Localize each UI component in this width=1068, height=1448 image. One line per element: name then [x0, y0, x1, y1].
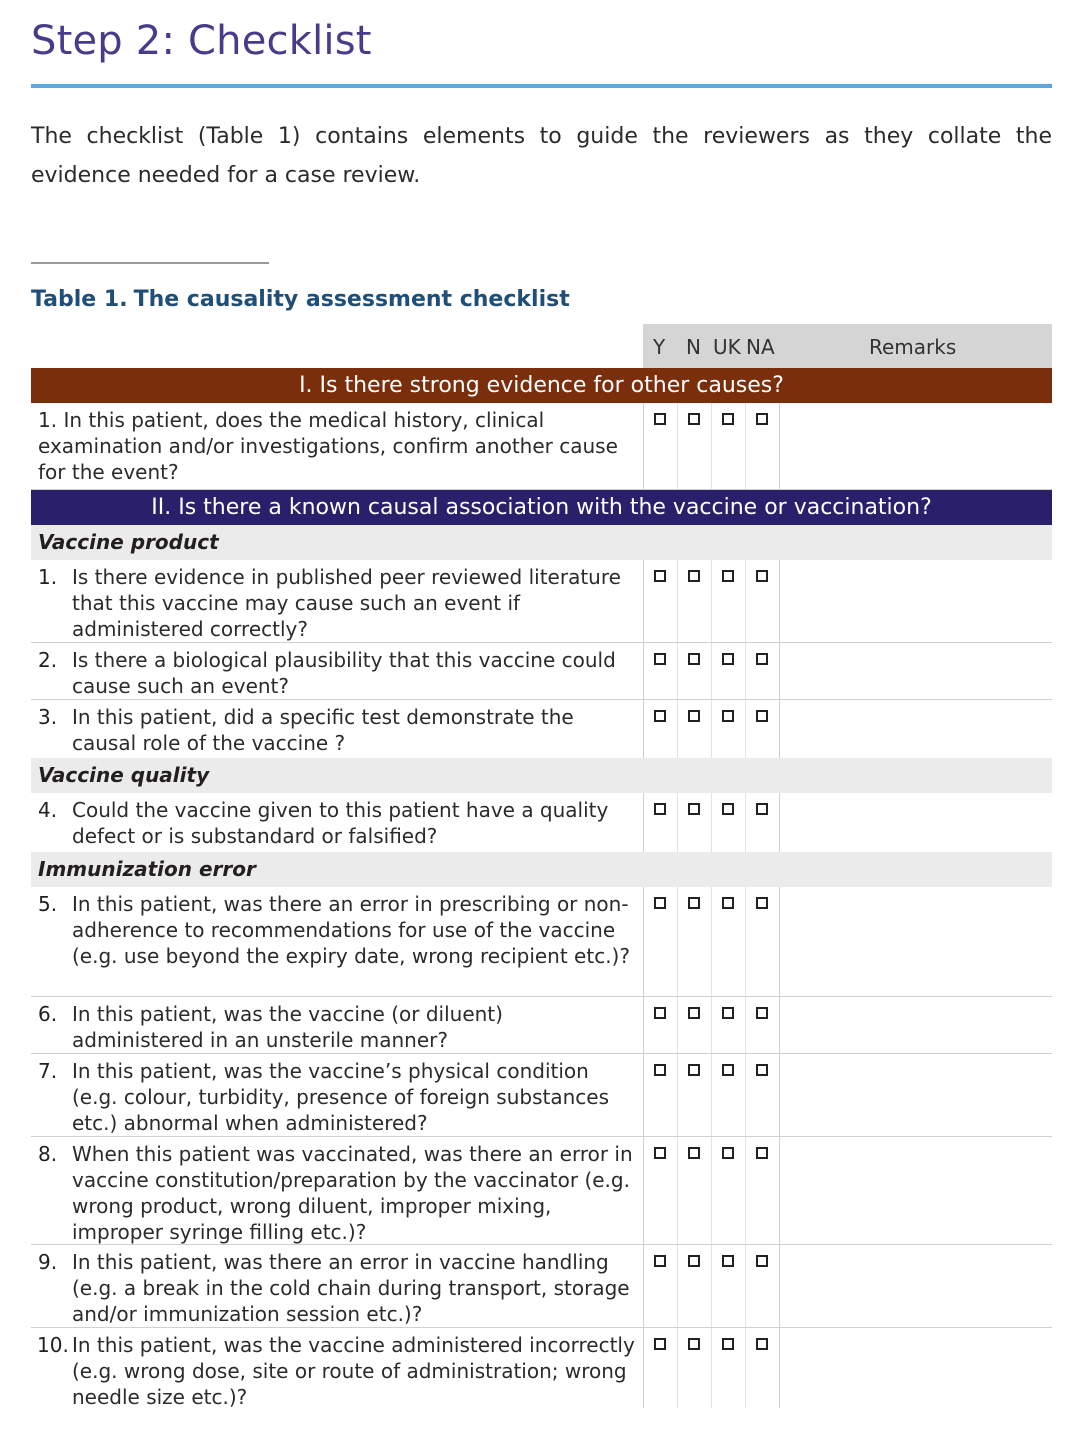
question-row [31, 1245, 1052, 1328]
column-divider [711, 1328, 712, 1408]
question-text: In this patient, was the vaccine’s physical condition (e.g. colour, turbidity, presence of foreign substances etc.) abnormal when administered? [72, 1059, 609, 1135]
question-text: In this patient, was there an error in prescribing or non-adherence to recommendations for use of the vaccine (e.g. use beyond the expiry date, wrong recipient etc.)? [72, 892, 630, 968]
checkbox-n[interactable] [688, 1338, 700, 1350]
question-row [31, 560, 1052, 643]
column-divider [779, 887, 780, 996]
checkbox-y[interactable] [654, 897, 666, 909]
checkbox-uk[interactable] [722, 1338, 734, 1350]
column-divider [711, 887, 712, 996]
question-row [31, 1328, 1052, 1408]
category-vaccine-quality: Vaccine quality [31, 758, 1052, 793]
column-divider [779, 1137, 780, 1244]
column-divider [677, 643, 678, 699]
checkbox-uk[interactable] [722, 803, 734, 815]
column-divider [745, 1137, 746, 1244]
checkbox-na[interactable] [756, 1007, 768, 1019]
column-divider [643, 887, 644, 996]
column-divider [711, 1245, 712, 1327]
question-row [31, 887, 1052, 997]
checkbox-y[interactable] [654, 570, 666, 582]
column-divider [711, 997, 712, 1053]
column-divider [711, 1137, 712, 1244]
column-divider [779, 997, 780, 1053]
column-divider [745, 1054, 746, 1136]
question-text: When this patient was vaccinated, was there an error in vaccine constitution/preparation by the vaccinator (e.g. wrong product, wrong diluent, improper mixing, improper syringe filling etc.)? [72, 1142, 633, 1244]
column-divider [745, 560, 746, 642]
header-background [643, 324, 1052, 368]
category-vaccine-product: Vaccine product [31, 525, 1052, 560]
category-immunization-error: Immunization error [31, 852, 1052, 887]
checkbox-y[interactable] [654, 710, 666, 722]
column-divider [745, 793, 746, 852]
column-divider [745, 1245, 746, 1327]
column-divider [677, 887, 678, 996]
column-divider [677, 700, 678, 758]
question-number: 3. [38, 705, 58, 729]
column-divider [745, 403, 746, 489]
question-text: In this patient, was the vaccine administered incorrectly (e.g. wrong dose, site or route of administration; wrong needle size etc.)? [72, 1333, 635, 1409]
checkbox-uk[interactable] [722, 570, 734, 582]
column-divider [711, 793, 712, 852]
question-row [31, 1137, 1052, 1245]
question-row [31, 1054, 1052, 1137]
question-text: Is there a biological plausibility that this vaccine could cause such an event? [72, 648, 616, 698]
column-divider [779, 1054, 780, 1136]
checkbox-uk[interactable] [722, 1147, 734, 1159]
column-divider [677, 560, 678, 642]
checkbox-uk[interactable] [722, 710, 734, 722]
question-row [31, 643, 1052, 700]
column-divider [643, 1328, 644, 1408]
column-divider [643, 1245, 644, 1327]
column-divider [643, 997, 644, 1053]
question-row [31, 997, 1052, 1054]
column-divider [745, 643, 746, 699]
checkbox-n[interactable] [688, 897, 700, 909]
column-divider [779, 560, 780, 642]
question-text: Is there evidence in published peer reviewed literature that this vaccine may cause such an event if administered correctly? [72, 565, 621, 641]
table-caption-title: The causality assessment checklist [133, 287, 570, 312]
column-divider [779, 1328, 780, 1408]
checkbox-y[interactable] [654, 1064, 666, 1076]
checkbox-na[interactable] [756, 1255, 768, 1267]
table-header-row [31, 324, 1052, 368]
col-header-n: N [686, 335, 701, 359]
checkbox-y[interactable] [654, 1147, 666, 1159]
checkbox-y[interactable] [654, 803, 666, 815]
column-divider [643, 643, 644, 699]
question-text: 1. In this patient, does the medical history, clinical examination and/or investigations, confirm another cause for the event? [38, 408, 618, 484]
section-heading-other-causes: I. Is there strong evidence for other causes? [31, 368, 1052, 403]
column-divider [779, 643, 780, 699]
checkbox-uk[interactable] [722, 653, 734, 665]
question-number: 9. [38, 1250, 58, 1274]
column-divider [643, 700, 644, 758]
column-divider [677, 403, 678, 489]
checkbox-na[interactable] [756, 413, 768, 425]
column-divider [643, 403, 644, 489]
column-divider [745, 997, 746, 1053]
checkbox-n[interactable] [688, 413, 700, 425]
question-text: In this patient, was there an error in vaccine handling (e.g. a break in the cold chain during transport, storage and/or immunization session etc.)? [72, 1250, 630, 1326]
question-number: 6. [38, 1002, 58, 1026]
caption-rule [31, 262, 269, 264]
question-number: 8. [38, 1142, 58, 1166]
question-row [31, 793, 1052, 852]
question-text: Could the vaccine given to this patient have a quality defect or is substandard or falsified? [72, 798, 609, 848]
section-heading-known-association: II. Is there a known causal association with the vaccine or vaccination? [31, 490, 1052, 525]
column-divider [711, 560, 712, 642]
checkbox-na[interactable] [756, 1338, 768, 1350]
intro-paragraph: The checklist (Table 1) contains elements to guide the reviewers as they collate the evidence needed for a case review. [31, 124, 1052, 188]
checkbox-uk[interactable] [722, 1007, 734, 1019]
column-divider [745, 887, 746, 996]
column-divider [779, 700, 780, 758]
column-divider [745, 1328, 746, 1408]
checkbox-n[interactable] [688, 653, 700, 665]
checkbox-y[interactable] [654, 1007, 666, 1019]
checkbox-y[interactable] [654, 413, 666, 425]
checkbox-na[interactable] [756, 653, 768, 665]
checkbox-n[interactable] [688, 1064, 700, 1076]
checkbox-na[interactable] [756, 803, 768, 815]
column-divider [643, 1137, 644, 1244]
column-divider [779, 403, 780, 489]
column-divider [711, 1054, 712, 1136]
question-row [31, 700, 1052, 758]
checkbox-uk[interactable] [722, 1064, 734, 1076]
checkbox-y[interactable] [654, 1338, 666, 1350]
col-header-remarks: Remarks [869, 335, 957, 359]
column-divider [677, 1054, 678, 1136]
question-number: 2. [38, 648, 58, 672]
column-divider [677, 997, 678, 1053]
page-title: Step 2: Checklist [31, 18, 372, 64]
column-divider [745, 700, 746, 758]
column-divider [677, 1245, 678, 1327]
column-divider [711, 700, 712, 758]
column-divider [643, 560, 644, 642]
checkbox-na[interactable] [756, 897, 768, 909]
column-divider [643, 1054, 644, 1136]
checkbox-n[interactable] [688, 803, 700, 815]
checkbox-na[interactable] [756, 1064, 768, 1076]
checkbox-uk[interactable] [722, 413, 734, 425]
column-divider [677, 1137, 678, 1244]
col-header-y: Y [653, 335, 666, 359]
question-number: 1. [38, 565, 58, 589]
checkbox-n[interactable] [688, 1007, 700, 1019]
column-divider [779, 793, 780, 852]
column-divider [677, 793, 678, 852]
col-header-na: NA [746, 335, 775, 359]
checkbox-na[interactable] [756, 710, 768, 722]
table-caption [31, 287, 570, 312]
checkbox-y[interactable] [654, 653, 666, 665]
checkbox-na[interactable] [756, 1147, 768, 1159]
question-text: In this patient, was the vaccine (or diluent) administered in an unsterile manner? [72, 1002, 503, 1052]
checkbox-uk[interactable] [722, 897, 734, 909]
checkbox-y[interactable] [654, 1255, 666, 1267]
column-divider [677, 1328, 678, 1408]
checkbox-n[interactable] [688, 1147, 700, 1159]
column-divider [779, 1245, 780, 1327]
checkbox-n[interactable] [688, 1255, 700, 1267]
col-header-uk: UK [713, 335, 741, 359]
checkbox-n[interactable] [688, 570, 700, 582]
column-divider [711, 403, 712, 489]
column-divider [643, 793, 644, 852]
question-number: 4. [38, 798, 58, 822]
checkbox-uk[interactable] [722, 1255, 734, 1267]
question-number: 7. [38, 1059, 58, 1083]
question-number: 10. [37, 1333, 69, 1357]
column-divider [711, 643, 712, 699]
checkbox-na[interactable] [756, 570, 768, 582]
causality-checklist-table [31, 324, 1052, 1408]
question-row [31, 403, 1052, 490]
title-rule [31, 84, 1052, 88]
table-caption-label: Table 1. [31, 287, 128, 312]
question-text: In this patient, did a specific test demonstrate the causal role of the vaccine ? [72, 705, 574, 755]
question-number: 5. [38, 892, 58, 916]
checkbox-n[interactable] [688, 710, 700, 722]
